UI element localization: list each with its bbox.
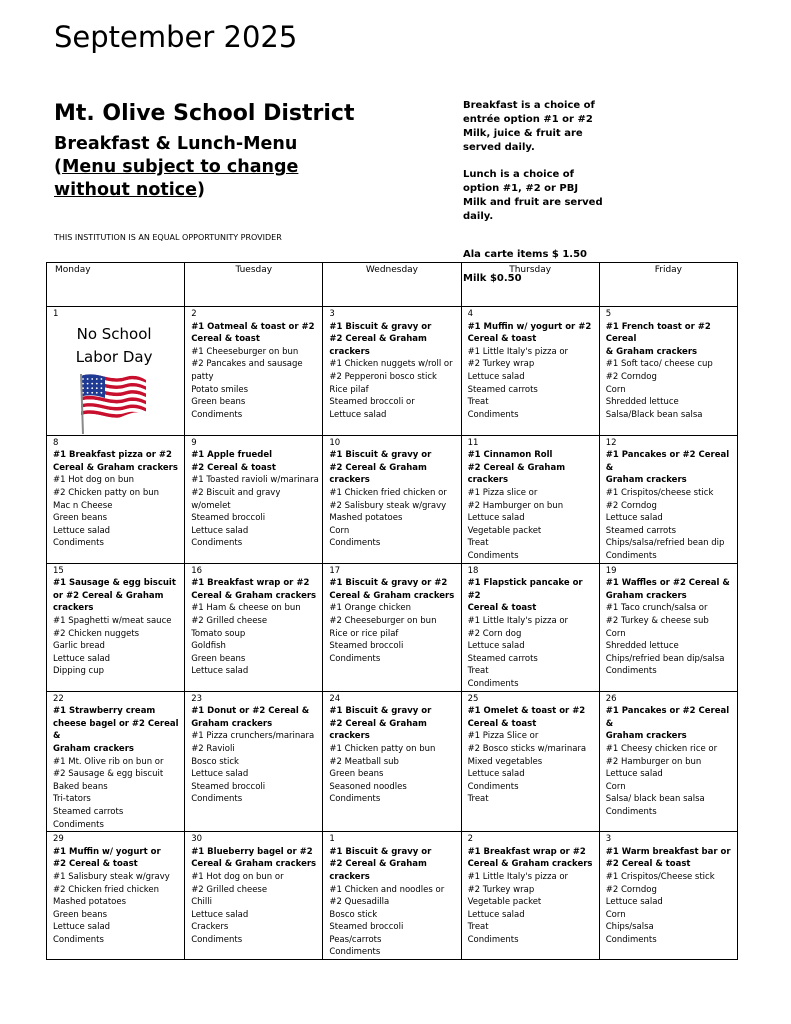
- breakfast-item: crackers: [329, 346, 370, 357]
- breakfast-item: #1 Breakfast pizza or #2: [53, 450, 172, 461]
- day-date: 15: [53, 565, 64, 576]
- breakfast-item: cheese bagel or #2 Cereal &: [53, 718, 179, 742]
- lunch-item: Green beans: [329, 769, 384, 780]
- breakfast-item: #1 Blueberry bagel or #2: [191, 846, 313, 857]
- day-date: 23: [191, 693, 203, 704]
- lunch-item: #2 Turkey & cheese sub: [605, 615, 709, 626]
- lunch-item: Treat: [467, 794, 489, 805]
- day-header-friday: Friday: [599, 263, 737, 307]
- breakfast-item: #2 Cereal & Graham: [329, 334, 427, 345]
- lunch-item: Garlic bread: [53, 641, 105, 652]
- lunch-item: Condiments: [191, 794, 243, 805]
- lunch-item: Lettuce salad: [467, 641, 525, 652]
- breakfast-item: #1 Pancakes or #2 Cereal &: [605, 706, 730, 729]
- breakfast-item: #1 Biscuit & gravy or: [329, 846, 432, 857]
- day-cell-thursday: [461, 691, 599, 832]
- week-row: [47, 832, 738, 960]
- week-row: [47, 563, 738, 691]
- lunch-item: #1 Chicken fried chicken or: [329, 487, 447, 498]
- lunch-item: Lettuce salad: [467, 371, 525, 382]
- lunch-item: Steamed broccoli: [191, 781, 266, 792]
- breakfast-item: #2 Cereal & toast: [191, 462, 276, 473]
- lunch-item: patty: [191, 371, 214, 382]
- breakfast-item: & Graham crackers: [605, 346, 698, 357]
- day-cell-monday: [47, 563, 185, 691]
- lunch-item: Green beans: [53, 513, 108, 524]
- week-row: [47, 691, 738, 832]
- lunch-item: Peas/carrots: [329, 934, 382, 945]
- day-date: 11: [467, 437, 479, 448]
- lunch-item: #1 Crispitos/cheese stick: [605, 487, 714, 498]
- day-date: 18: [467, 565, 479, 576]
- lunch-item: Potato smiles: [191, 384, 249, 395]
- lunch-item: Treat: [467, 922, 489, 933]
- day-cell-tuesday: [185, 832, 323, 960]
- lunch-item: Lettuce salad: [605, 769, 663, 780]
- lunch-item: Mac n Cheese: [53, 500, 113, 511]
- breakfast-item: #1 Muffin w/ yogurt or #2: [467, 321, 592, 332]
- day-date: 16: [191, 565, 203, 576]
- lunch-item: #1 Hot dog on bun or: [191, 871, 284, 882]
- lunch-item: Seasoned noodles: [329, 781, 407, 792]
- breakfast-item: #1 Waffles or #2 Cereal &: [605, 578, 730, 589]
- lunch-item: Mixed vegetables: [467, 756, 543, 767]
- lunch-item: Steamed broccoli: [329, 922, 404, 933]
- lunch-item: Lettuce salad: [467, 909, 525, 920]
- day-date: 1: [53, 309, 59, 319]
- lunch-item: Salsa/ black bean salsa: [605, 794, 705, 805]
- breakfast-item: #1 Oatmeal & toast or #2: [191, 321, 315, 332]
- lunch-item: #1 Salisbury steak w/gravy: [53, 871, 170, 882]
- breakfast-item: #2 Cereal & Graham: [329, 462, 427, 473]
- lunch-item: #2 Chicken patty on bun: [53, 487, 159, 498]
- breakfast-item: #1 Breakfast wrap or #2: [191, 578, 310, 589]
- lunch-item: Condiments: [329, 794, 381, 805]
- breakfast-item: #2 Cereal & Graham crackers: [467, 462, 566, 486]
- day-header-monday: Monday: [47, 263, 185, 307]
- lunch-item: #1 Little Italy's pizza or: [467, 346, 569, 357]
- notice-line-2: without notice): [54, 180, 206, 200]
- lunch-item: #2 Biscuit and gravy: [191, 487, 281, 498]
- day-date: 17: [329, 565, 341, 576]
- lunch-item: #1 Chicken and noodles or: [329, 884, 445, 895]
- day-date: 25: [467, 693, 479, 704]
- lunch-item: Condiments: [467, 781, 519, 792]
- lunch-item: Green beans: [191, 397, 246, 408]
- breakfast-item: #2 Cereal & Graham: [329, 718, 427, 729]
- lunch-item: #2 Grilled cheese: [191, 884, 268, 895]
- lunch-item: #1 Cheeseburger on bun: [191, 346, 299, 357]
- breakfast-item: #2 Cereal & toast: [53, 859, 138, 870]
- breakfast-item: or #2 Cereal & Graham: [53, 590, 164, 601]
- day-cell-monday: [47, 307, 185, 436]
- day-date: 22: [53, 693, 64, 704]
- breakfast-item: Cereal & toast: [467, 718, 537, 729]
- lunch-item: Lettuce salad: [605, 897, 663, 908]
- day-date: 1: [329, 834, 335, 845]
- lunch-item: Tri-tators: [53, 794, 91, 805]
- lunch-item: #2 Chicken fried chicken: [53, 884, 160, 895]
- menu-calendar: [46, 262, 738, 960]
- breakfast-item: #1 Warm breakfast bar or: [605, 846, 731, 857]
- breakfast-item: Cereal & Graham crackers: [467, 859, 593, 870]
- lunch-item: #1 Hot dog on bun: [53, 475, 135, 486]
- breakfast-info: Breakfast is a choice of entrée option #1 or #2 Milk, juice & fruit are served daily.: [463, 100, 595, 153]
- lunch-item: Treat: [467, 666, 489, 677]
- lunch-item: #1 Pizza crunchers/marinara: [191, 731, 315, 742]
- day-date: 24: [329, 693, 341, 704]
- lunch-item: Steamed carrots: [605, 525, 677, 536]
- lunch-item: #2 Turkey wrap: [467, 359, 535, 370]
- breakfast-item: Cereal & toast: [191, 334, 260, 345]
- breakfast-item: #1 Apple fruedel: [191, 450, 273, 461]
- breakfast-item: Graham crackers: [53, 743, 134, 754]
- lunch-item: Condiments: [329, 947, 381, 958]
- breakfast-item: #1 Omelet & toast or #2: [467, 706, 586, 717]
- lunch-item: Condiments: [467, 934, 519, 945]
- day-date: 29: [53, 834, 64, 845]
- day-header-row: [47, 263, 738, 307]
- lunch-item: Lettuce salad: [329, 409, 387, 420]
- lunch-item: Condiments: [53, 934, 104, 945]
- lunch-item: Crackers: [191, 922, 229, 933]
- breakfast-item: Graham crackers: [605, 590, 687, 601]
- equal-opportunity-statement: THIS INSTITUTION IS AN EQUAL OPPORTUNITY PROVIDER: [54, 233, 282, 242]
- lunch-item: Mashed potatoes: [329, 513, 403, 524]
- lunch-item: Steamed broccoli: [329, 641, 404, 652]
- lunch-item: Chips/salsa: [605, 922, 654, 933]
- day-cell-thursday: [461, 563, 599, 691]
- breakfast-item: #1 Biscuit & gravy or #2: [329, 578, 448, 589]
- day-date: 19: [605, 565, 617, 576]
- day-cell-thursday: [461, 435, 599, 563]
- lunch-item: Treat: [467, 397, 489, 408]
- day-date: 8: [53, 437, 59, 448]
- breakfast-item: #1 Biscuit & gravy or: [329, 706, 432, 717]
- breakfast-item: Cereal & toast: [467, 334, 537, 345]
- lunch-item: Lettuce salad: [605, 513, 663, 524]
- lunch-item: #1 Little Italy's pizza or: [467, 871, 569, 882]
- lunch-item: #2 Sausage & egg biscuit: [53, 769, 164, 780]
- breakfast-item: #1 Sausage & egg biscuit: [53, 578, 176, 589]
- day-cell-friday: [599, 435, 737, 563]
- lunch-item: Corn: [605, 909, 626, 920]
- breakfast-item: #1 Strawberry cream: [53, 706, 156, 717]
- lunch-item: #2 Pepperoni bosco stick: [329, 371, 437, 382]
- lunch-item: #1 Little Italy's pizza or: [467, 615, 569, 626]
- day-cell-wednesday: [323, 307, 461, 436]
- lunch-item: #2 Pancakes and sausage: [191, 359, 303, 370]
- lunch-item: Mashed potatoes: [53, 897, 127, 908]
- lunch-item: #1 Toasted ravioli w/marinara: [191, 475, 319, 486]
- lunch-item: Shredded lettuce: [605, 397, 679, 408]
- lunch-item: Condiments: [191, 409, 243, 420]
- lunch-item: #1 Orange chicken: [329, 603, 412, 614]
- lunch-item: #1 Chicken patty on bun: [329, 743, 436, 754]
- holiday-line-2: Labor Day: [75, 347, 153, 366]
- lunch-item: Condiments: [605, 666, 657, 677]
- day-cell-thursday: [461, 307, 599, 436]
- lunch-item: Bosco stick: [329, 909, 378, 920]
- lunch-item: Rice pilaf: [329, 384, 369, 395]
- breakfast-item: #2 Cereal & Graham: [329, 859, 427, 870]
- day-cell-wednesday: [323, 832, 461, 960]
- lunch-item: Shredded lettuce: [605, 641, 679, 652]
- lunch-item: Bosco stick: [191, 756, 239, 767]
- lunch-item: Treat: [467, 538, 489, 549]
- breakfast-item: #1 Muffin w/ yogurt or: [53, 846, 161, 857]
- breakfast-item: Cereal & Graham crackers: [191, 590, 317, 601]
- breakfast-item: crackers: [53, 603, 94, 614]
- lunch-item: Corn: [605, 384, 626, 395]
- day-cell-tuesday: [185, 307, 323, 436]
- lunch-item: Green beans: [191, 653, 246, 664]
- breakfast-item: #1 Flapstick pancake or #2: [467, 578, 583, 601]
- breakfast-item: Graham crackers: [191, 718, 273, 729]
- holiday-notice: [53, 323, 175, 369]
- lunch-item: Rice or rice pilaf: [329, 628, 399, 639]
- lunch-item: Tomato soup: [191, 628, 246, 639]
- lunch-item: #1 Soft taco/ cheese cup: [605, 359, 713, 370]
- lunch-item: Lettuce salad: [191, 666, 249, 677]
- page-title: September 2025: [54, 20, 298, 54]
- day-date: 2: [467, 834, 473, 845]
- lunch-item: #1 Cheesy chicken rice or: [605, 743, 718, 754]
- day-date: 10: [329, 437, 341, 448]
- lunch-item: #2 Hamburger on bun: [605, 756, 702, 767]
- breakfast-item: #1 Biscuit & gravy or: [329, 321, 432, 332]
- day-cell-wednesday: [323, 691, 461, 832]
- day-cell-friday: [599, 307, 737, 436]
- day-cell-monday: [47, 691, 185, 832]
- lunch-item: w/omelet: [191, 500, 231, 511]
- american-flag-icon: [75, 373, 149, 435]
- lunch-item: Goldfish: [191, 641, 226, 652]
- breakfast-item: Graham crackers: [605, 475, 687, 486]
- day-header-wednesday: Wednesday: [323, 263, 461, 307]
- week-row: [47, 435, 738, 563]
- holiday-line-1: No School: [76, 324, 152, 343]
- lunch-item: Condiments: [329, 653, 381, 664]
- breakfast-item: Cereal & Graham crackers: [53, 462, 178, 473]
- notice-line-1: (Menu subject to change: [54, 157, 299, 177]
- breakfast-item: #1 Biscuit & gravy or: [329, 450, 432, 461]
- lunch-item: Corn: [329, 525, 350, 536]
- lunch-item: Steamed carrots: [467, 653, 538, 664]
- breakfast-item: crackers: [329, 871, 370, 882]
- lunch-item: #2 Salisbury steak w/gravy: [329, 500, 447, 511]
- lunch-item: Condiments: [605, 934, 657, 945]
- lunch-item: Corn: [605, 781, 626, 792]
- lunch-item: Dipping cup: [53, 666, 104, 677]
- lunch-item: Condiments: [53, 538, 104, 549]
- breakfast-item: crackers: [329, 731, 370, 742]
- lunch-item: #1 Chicken nuggets w/roll or: [329, 359, 453, 370]
- lunch-item: Condiments: [467, 678, 519, 689]
- lunch-item: #2 Quesadilla: [329, 897, 390, 908]
- breakfast-item: #1 Cinnamon Roll: [467, 450, 553, 461]
- lunch-item: #2 Hamburger on bun: [467, 500, 564, 511]
- breakfast-item: #2 Cereal & toast: [605, 859, 691, 870]
- lunch-item: Salsa/Black bean salsa: [605, 409, 703, 420]
- lunch-item: #2 Grilled cheese: [191, 615, 268, 626]
- district-name: Mt. Olive School District: [54, 101, 355, 126]
- lunch-item: Vegetable packet: [467, 897, 542, 908]
- lunch-item: #2 Corn dog: [467, 628, 522, 639]
- lunch-item: Baked beans: [53, 781, 108, 792]
- lunch-item: #2 Turkey wrap: [467, 884, 535, 895]
- day-cell-wednesday: [323, 563, 461, 691]
- day-cell-friday: [599, 832, 737, 960]
- milk-price: Milk $0.50: [463, 273, 522, 284]
- lunch-item: #1 Taco crunch/salsa or: [605, 603, 708, 614]
- lunch-item: Chilli: [191, 897, 212, 908]
- day-cell-monday: [47, 832, 185, 960]
- lunch-item: #1 Crispitos/Cheese stick: [605, 871, 715, 882]
- lunch-item: Lettuce salad: [191, 769, 249, 780]
- day-date: 4: [467, 309, 473, 319]
- breakfast-item: Graham crackers: [605, 731, 687, 742]
- day-date: 12: [605, 437, 617, 448]
- lunch-item: Condiments: [191, 538, 243, 549]
- lunch-item: #2 Ravioli: [191, 743, 235, 754]
- lunch-item: Lettuce salad: [191, 909, 249, 920]
- day-cell-thursday: [461, 832, 599, 960]
- lunch-item: #2 Corndog: [605, 500, 657, 511]
- day-date: 3: [329, 309, 335, 319]
- day-date: 3: [605, 834, 612, 845]
- lunch-item: Steamed broccoli: [191, 513, 266, 524]
- breakfast-item: Cereal & Graham crackers: [329, 590, 455, 601]
- lunch-item: Chips/salsa/refried bean dip: [605, 538, 725, 549]
- lunch-item: Steamed broccoli or: [329, 397, 415, 408]
- lunch-item: Green beans: [53, 909, 108, 920]
- lunch-item: #1 Ham & cheese on bun: [191, 603, 301, 614]
- lunch-item: Lettuce salad: [53, 525, 111, 536]
- lunch-item: Condiments: [467, 550, 519, 561]
- day-cell-tuesday: [185, 435, 323, 563]
- day-date: 2: [191, 309, 197, 319]
- day-header-thursday: Thursday: [461, 263, 599, 307]
- day-cell-friday: [599, 691, 737, 832]
- breakfast-item: #1 Donut or #2 Cereal &: [191, 706, 310, 717]
- ala-carte-price: Ala carte items $ 1.50: [463, 249, 588, 260]
- lunch-item: #2 Chicken nuggets: [53, 628, 140, 639]
- day-date: 30: [191, 834, 203, 845]
- lunch-item: Lettuce salad: [467, 513, 525, 524]
- day-cell-wednesday: [323, 435, 461, 563]
- lunch-item: #1 Mt. Olive rib on bun or: [53, 756, 164, 767]
- lunch-item: #2 Corndog: [605, 371, 657, 382]
- breakfast-item: #1 Breakfast wrap or #2: [467, 846, 586, 857]
- day-cell-friday: [599, 563, 737, 691]
- menu-title: Breakfast & Lunch-Menu: [54, 134, 298, 154]
- lunch-item: Lettuce salad: [191, 525, 249, 536]
- menu-subtitle: [54, 133, 298, 202]
- lunch-item: Condiments: [605, 550, 657, 561]
- breakfast-item: #1 Pancakes or #2 Cereal &: [605, 450, 730, 473]
- lunch-item: Lettuce salad: [53, 922, 111, 933]
- lunch-item: Condiments: [605, 806, 657, 817]
- lunch-item: #1 Spaghetti w/meat sauce: [53, 615, 172, 626]
- lunch-item: Chips/refried bean dip/salsa: [605, 653, 725, 664]
- lunch-item: Steamed carrots: [53, 806, 124, 817]
- lunch-item: Condiments: [329, 538, 381, 549]
- breakfast-item: crackers: [329, 475, 370, 486]
- lunch-item: Lettuce salad: [53, 653, 111, 664]
- lunch-info: Lunch is a choice of option #1, #2 or PBJ Milk and fruit are served daily.: [463, 169, 603, 222]
- lunch-item: #2 Corndog: [605, 884, 657, 895]
- lunch-item: Corn: [605, 628, 626, 639]
- lunch-item: Lettuce salad: [467, 769, 525, 780]
- day-header-tuesday: Tuesday: [185, 263, 323, 307]
- lunch-item: Condiments: [191, 934, 243, 945]
- lunch-item: #1 Pizza slice or: [467, 487, 538, 498]
- breakfast-item: Cereal & Graham crackers: [191, 859, 317, 870]
- lunch-item: Vegetable packet: [467, 525, 542, 536]
- lunch-item: #1 Pizza Slice or: [467, 731, 539, 742]
- lunch-item: #2 Bosco sticks w/marinara: [467, 743, 587, 754]
- day-date: 26: [605, 693, 617, 704]
- breakfast-item: Cereal & toast: [467, 603, 537, 614]
- day-cell-tuesday: [185, 563, 323, 691]
- lunch-item: Steamed carrots: [467, 384, 538, 395]
- day-date: 5: [605, 309, 612, 319]
- lunch-item: Condiments: [53, 819, 104, 830]
- day-cell-tuesday: [185, 691, 323, 832]
- day-cell-monday: [47, 435, 185, 563]
- lunch-item: Condiments: [467, 409, 519, 420]
- lunch-item: #2 Meatball sub: [329, 756, 399, 767]
- day-date: 9: [191, 437, 197, 448]
- week-row: [47, 307, 738, 436]
- lunch-item: #2 Cheeseburger on bun: [329, 615, 437, 626]
- breakfast-item: #1 French toast or #2 Cereal: [605, 321, 711, 345]
